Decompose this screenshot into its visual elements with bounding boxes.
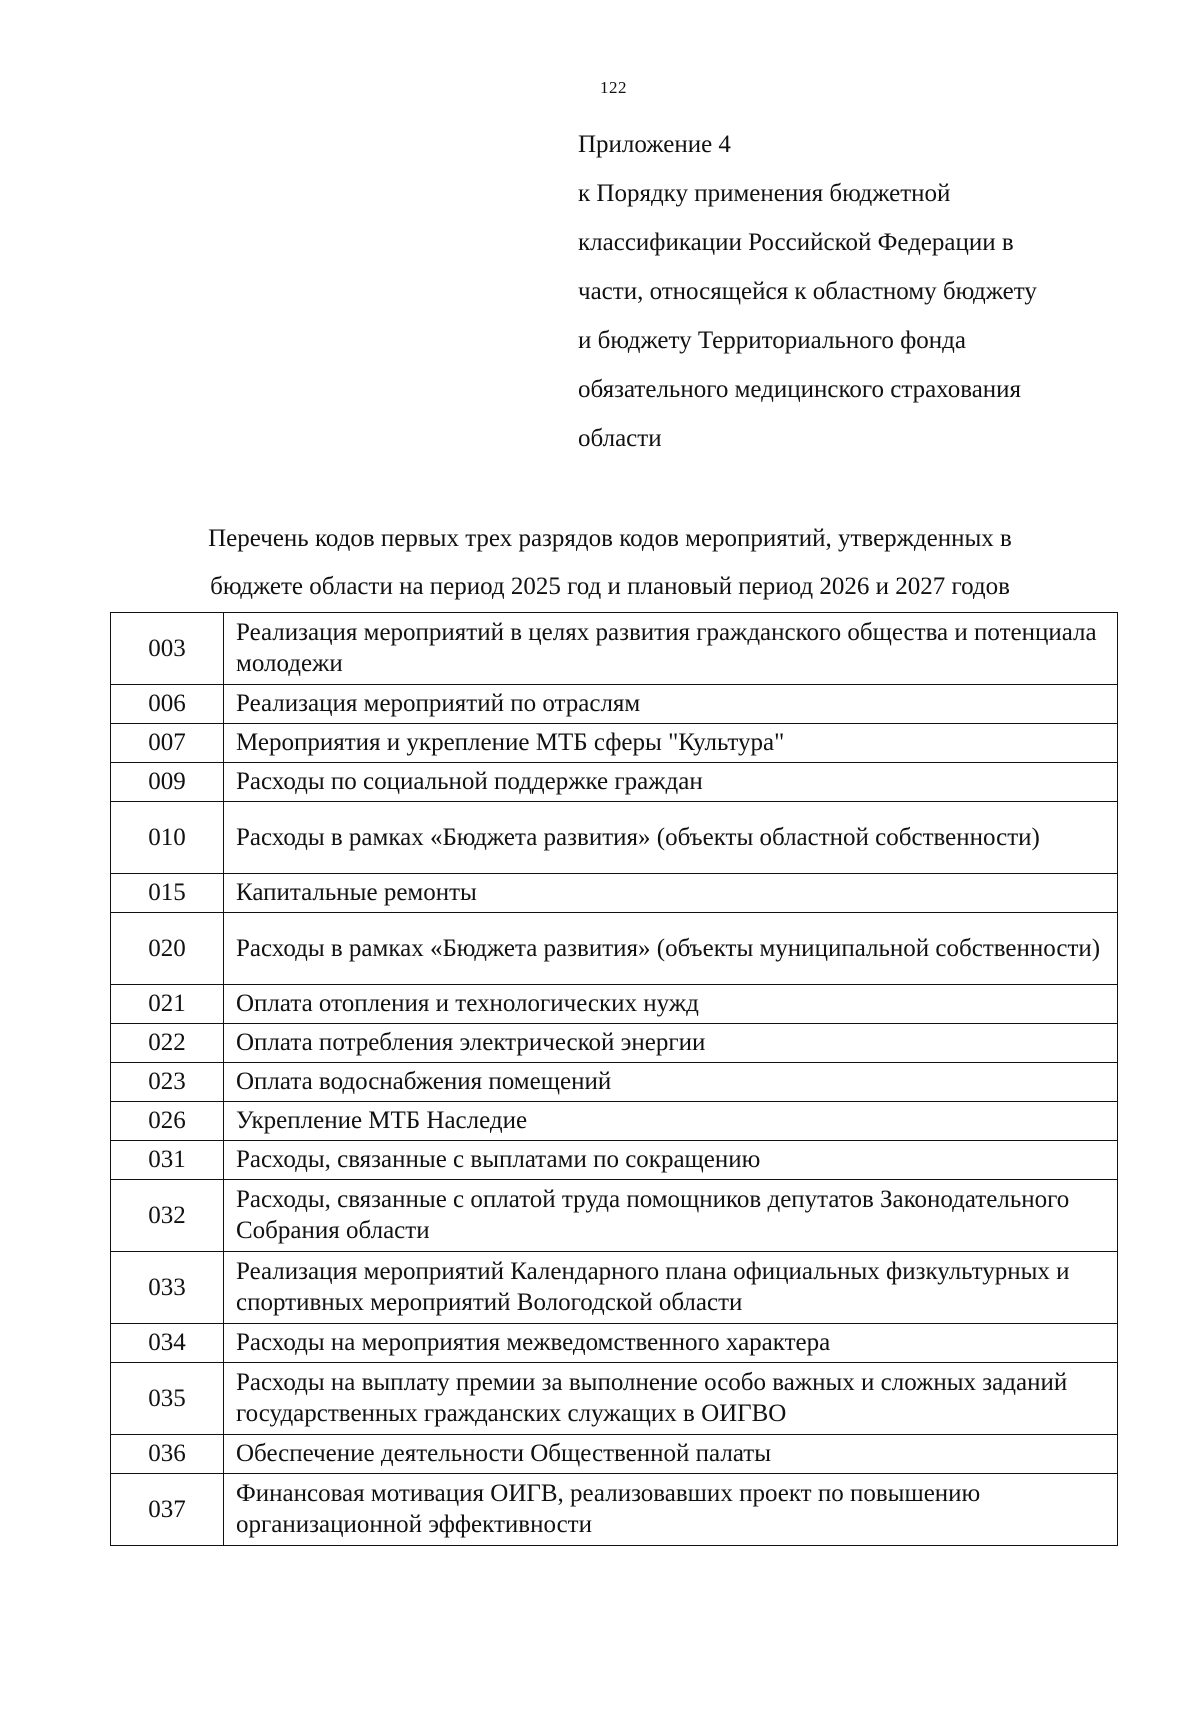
row-description: Капитальные ремонты	[224, 874, 1118, 913]
table-row	[111, 802, 1118, 874]
table-row	[111, 1102, 1118, 1141]
row-description: Расходы на выплату премии за выполнение особо важных и сложных заданий государственных гражданских служащих в ОИГВО	[224, 1363, 1118, 1435]
appendix-line: классификации Российской Федерации в	[578, 229, 1014, 256]
table-row	[111, 1474, 1118, 1546]
table-row	[111, 1324, 1118, 1363]
row-description: Расходы, связанные с выплатами по сокращению	[224, 1141, 1118, 1180]
row-code: 034	[111, 1324, 224, 1363]
row-description: Расходы на мероприятия межведомственного характера	[224, 1324, 1118, 1363]
codes-table-body	[111, 613, 1118, 1546]
row-description: Реализация мероприятий по отраслям	[224, 685, 1118, 724]
table-row	[111, 724, 1118, 763]
table-row	[111, 1180, 1118, 1252]
row-code: 036	[111, 1435, 224, 1474]
row-code: 022	[111, 1024, 224, 1063]
table-row	[111, 685, 1118, 724]
table-row	[111, 913, 1118, 985]
row-code: 009	[111, 763, 224, 802]
row-description: Реализация мероприятий в целях развития гражданского общества и потенциала молодежи	[224, 613, 1118, 685]
title-line: бюджете области на период 2025 год и плановый период 2026 и 2027 годов	[210, 573, 1010, 600]
table-row	[111, 1141, 1118, 1180]
row-code: 015	[111, 874, 224, 913]
appendix-line: и бюджету Территориального фонда	[578, 327, 966, 354]
row-description: Расходы по социальной поддержке граждан	[224, 763, 1118, 802]
table-row	[111, 763, 1118, 802]
table-row	[111, 874, 1118, 913]
document-title	[110, 515, 1110, 611]
table-row	[111, 1363, 1118, 1435]
row-description: Оплата отопления и технологических нужд	[224, 985, 1118, 1024]
appendix-line: части, относящейся к областному бюджету	[578, 278, 1037, 305]
table-row	[111, 613, 1118, 685]
appendix-header	[578, 120, 1138, 463]
page-number: 122	[600, 78, 627, 97]
table-row	[111, 1063, 1118, 1102]
row-description: Обеспечение деятельности Общественной палаты	[224, 1435, 1118, 1474]
appendix-line: обязательного медицинского страхования	[578, 376, 1022, 403]
row-code: 010	[111, 802, 224, 874]
codes-table	[110, 612, 1118, 1546]
table-row	[111, 1435, 1118, 1474]
row-code: 037	[111, 1474, 224, 1546]
table-row	[111, 985, 1118, 1024]
appendix-line: к Порядку применения бюджетной	[578, 180, 951, 207]
row-description: Оплата водоснабжения помещений	[224, 1063, 1118, 1102]
row-code: 020	[111, 913, 224, 985]
row-description: Расходы, связанные с оплатой труда помощников депутатов Законодательного Собрания области	[224, 1180, 1118, 1252]
title-line: Перечень кодов первых трех разрядов кодов мероприятий, утвержденных в	[208, 525, 1012, 552]
appendix-line: области	[578, 425, 662, 452]
row-description: Реализация мероприятий Календарного плана официальных физкультурных и спортивных мероприятий Вологодской области	[224, 1252, 1118, 1324]
row-code: 035	[111, 1363, 224, 1435]
row-description: Финансовая мотивация ОИГВ, реализовавших проект по повышению организационной эффективности	[224, 1474, 1118, 1546]
row-code: 031	[111, 1141, 224, 1180]
row-description: Мероприятия и укрепление МТБ сферы "Культура"	[224, 724, 1118, 763]
row-description: Оплата потребления электрической энергии	[224, 1024, 1118, 1063]
row-description: Укрепление МТБ Наследие	[224, 1102, 1118, 1141]
row-code: 021	[111, 985, 224, 1024]
row-description: Расходы в рамках «Бюджета развития» (объекты муниципальной собственности)	[224, 913, 1118, 985]
row-code: 007	[111, 724, 224, 763]
row-code: 023	[111, 1063, 224, 1102]
row-code: 033	[111, 1252, 224, 1324]
row-code: 032	[111, 1180, 224, 1252]
table-row	[111, 1024, 1118, 1063]
row-code: 006	[111, 685, 224, 724]
table-row	[111, 1252, 1118, 1324]
appendix-line: Приложение 4	[578, 131, 731, 158]
row-code: 003	[111, 613, 224, 685]
row-description: Расходы в рамках «Бюджета развития» (объекты областной собственности)	[224, 802, 1118, 874]
row-code: 026	[111, 1102, 224, 1141]
